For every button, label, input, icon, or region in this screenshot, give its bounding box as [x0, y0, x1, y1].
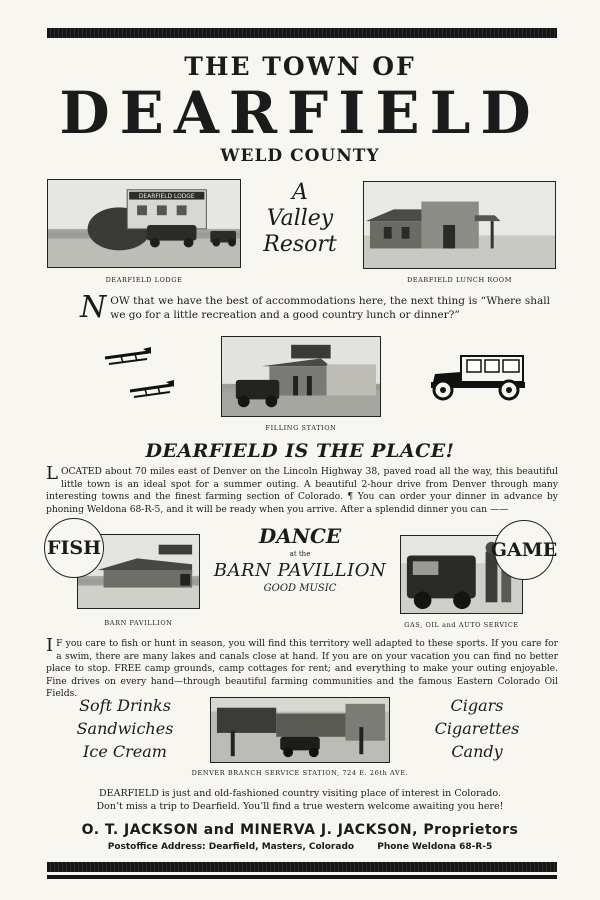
located-paragraph: [46, 463, 558, 516]
lunch-room-photo: [363, 181, 556, 269]
intro-text: OW that we have the best of accommodations here, the next thing is “Where shall we go for a little recreation and a good country lunch or dinner?”: [110, 295, 550, 321]
tagline-resort: Resort: [263, 232, 337, 257]
closing-text: [0, 787, 600, 813]
tagline-valley: Valley: [266, 206, 334, 231]
lodge-photo: [47, 179, 241, 268]
lodge-caption: DEARFIELD LODGE: [105, 276, 183, 284]
barn-pavillion-caption: BARN PAVILLION: [104, 619, 173, 627]
denver-station-photo: [210, 697, 390, 763]
denver-station-caption: DENVER BRANCH SERVICE STATION, 724 E. 26th AVE.: [191, 769, 409, 777]
closing-line-2: Don’t miss a trip to Dearfield. You’ll find a true western welcome awaiting you here!: [96, 801, 504, 812]
bottom-border-band: [47, 862, 557, 872]
dance-at: at the: [289, 550, 311, 558]
intro-paragraph: [80, 290, 550, 325]
refreshments-list: [60, 694, 190, 763]
menu-item: Cigarettes: [434, 719, 520, 738]
valley-resort-tagline: [250, 180, 350, 258]
located-text: OCATED about 70 miles east of Denver on the Lincoln Highway 38, paved road all the way, this beautiful little town is an ideal spot for a summer outing. A beautiful 2-hour drive from Denver through many interesting towns and the finest farming section of Colorado. ¶ You can order your dinner in advance by phoning Weldona 68-R-5, and it will be ready when you arrive. After a splendid dinner you can ——: [46, 466, 558, 515]
address-line: [0, 842, 600, 852]
proprietors-line: O. T. JACKSON and MINERVA J. JACKSON, Proprietors: [81, 822, 519, 838]
tagline-a: A: [292, 180, 308, 205]
filling-station-photo: [221, 336, 381, 417]
fish-hunt-dropcap: I: [46, 635, 54, 656]
postoffice-address: Postoffice Address: Dearfield, Masters, Colorado: [107, 842, 355, 852]
fish-hunt-text: F you care to fish or hunt in season, you will find this territory well adapted to these sports. If you care for a swim, there are many lakes and canals close at hand. If you are on your vacation you can find no better place to stop. FREE camp grounds, camp cottages for rent; and everything to make your outing enjoyable. Fine drives on every hand—through beautiful farming communities and the famous Eastern Colorado Oil Fields.: [46, 638, 558, 700]
filling-station-caption: FILLING STATION: [265, 424, 337, 432]
fish-hunt-paragraph: [46, 635, 558, 701]
menu-item: Soft Drinks: [79, 696, 171, 715]
dance-announcement: [200, 524, 400, 594]
gas-oil-caption: GAS, OIL and AUTO SERVICE: [404, 621, 519, 629]
town-name-title: DEARFIELD: [59, 79, 541, 147]
located-dropcap: L: [46, 463, 58, 484]
fish-badge: FISH: [44, 518, 104, 578]
game-badge: GAME: [494, 520, 554, 580]
lunch-room-caption: DEARFIELD LUNCH ROOM: [406, 276, 512, 284]
menu-item: Sandwiches: [76, 719, 174, 738]
bottom-rule: [47, 875, 557, 879]
phone-number: Phone Weldona 68-R-5: [377, 842, 493, 852]
dance-music: GOOD MUSIC: [263, 583, 337, 594]
top-border-band: [47, 28, 557, 38]
menu-item: Candy: [451, 742, 503, 761]
intro-dropcap: N: [80, 290, 107, 325]
closing-line-1: DEARFIELD is just and old-fashioned country visiting place of interest in Colorado.: [99, 788, 501, 799]
biplane-icon: [128, 378, 176, 400]
county-subtitle: WELD COUNTY: [220, 146, 380, 166]
vintage-car-icon: [427, 352, 529, 402]
title-line-1: THE TOWN OF: [184, 52, 416, 81]
tobacco-candy-list: [412, 694, 542, 763]
menu-item: Cigars: [450, 696, 504, 715]
dance-title: DANCE: [258, 524, 342, 548]
lodge-sign-text: DEARFIELD LODGE: [138, 194, 195, 201]
menu-item: Ice Cream: [83, 742, 167, 761]
biplane-icon: [103, 346, 153, 368]
dance-venue: BARN PAVILLION: [213, 560, 387, 581]
headline: DEARFIELD IS THE PLACE!: [145, 440, 455, 462]
